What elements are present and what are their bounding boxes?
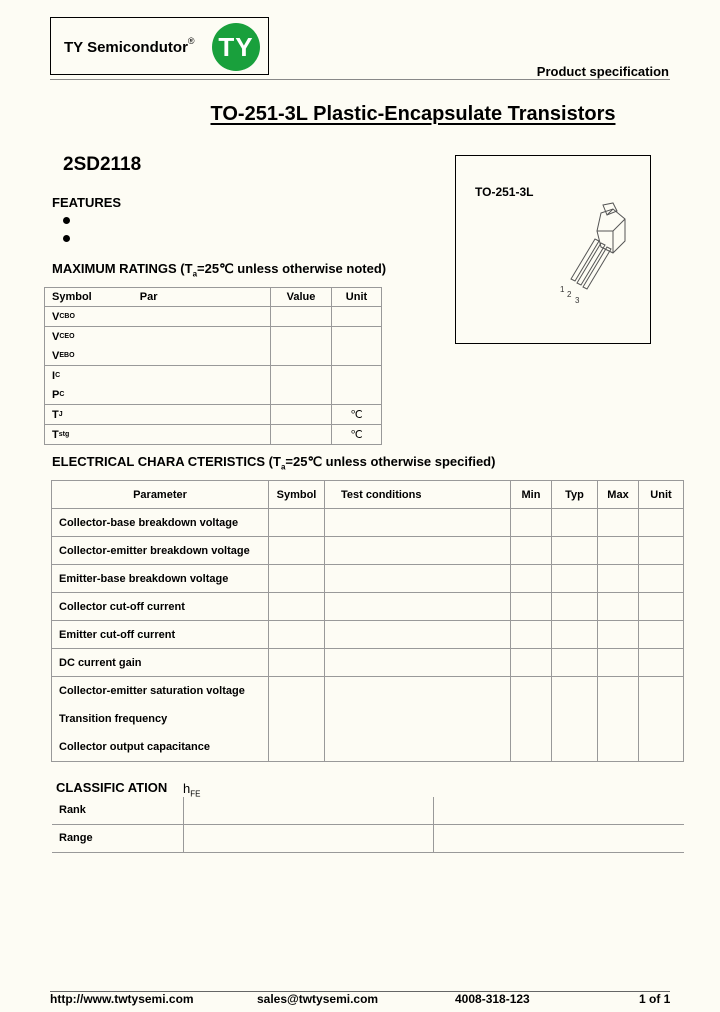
features-heading: FEATURES xyxy=(52,195,122,210)
table-row: Collector-base breakdown voltage xyxy=(52,509,684,537)
footer-phone: 4008-318-123 xyxy=(455,992,530,1006)
table-row: Collector-emitter breakdown voltage xyxy=(52,537,684,565)
company-logo-box xyxy=(50,17,269,75)
header-value: Value xyxy=(271,288,332,307)
transistor-package-icon xyxy=(551,201,631,311)
classification-heading: CLASSIFIC ATION xyxy=(56,780,168,795)
pin-3-label: 3 xyxy=(575,296,580,305)
pin-2-label: 2 xyxy=(567,290,572,299)
table-row: Rank xyxy=(52,797,684,824)
part-number: 2SD2118 xyxy=(63,154,142,175)
registered-mark: ® xyxy=(187,36,195,46)
max-ratings-heading: MAXIMUM RATINGS ($T_a=25℃$ unless otherwise noted) xyxy=(52,261,387,279)
feature-bullet-icon xyxy=(63,235,70,242)
header-unit: Unit xyxy=(332,288,382,307)
max-ratings-table xyxy=(44,287,382,445)
ty-logo-icon: TY xyxy=(212,23,260,71)
classification-table xyxy=(52,797,684,853)
footer-email-link[interactable]: sales@twtysemi.com xyxy=(257,992,379,1006)
table-row: Range xyxy=(52,824,684,852)
product-specification-label: Product specification xyxy=(536,64,669,79)
package-label: TO-251-3L xyxy=(475,185,534,199)
pin-1-label: 1 xyxy=(560,285,565,294)
electrical-characteristics-table xyxy=(51,480,684,762)
package-outline-box xyxy=(455,155,651,344)
table-row: DC current gain xyxy=(52,649,684,677)
hfe-label: $h_{FE}$ xyxy=(183,781,201,799)
table-row: Collector cut-off current xyxy=(52,593,684,621)
electrical-characteristics-heading: ELECTRICAL CHARA CTERISTICS ($T_a=25℃$ unless otherwise specified) xyxy=(52,454,496,472)
header-symbol-par: Symbol Par xyxy=(45,288,271,307)
header-divider xyxy=(50,79,670,80)
table-row: V CEO V EBO xyxy=(45,327,382,366)
feature-bullet-icon xyxy=(63,217,70,224)
table-row: Collector-emitter saturation voltage Transition frequency Collector output capacitance xyxy=(52,677,684,762)
table-row: T J ℃ xyxy=(45,405,382,425)
table-row: T stg ℃ xyxy=(45,425,382,445)
table-row: Emitter-base breakdown voltage xyxy=(52,565,684,593)
document-title: TO-251-3L Plastic-Encapsulate Transistors xyxy=(210,103,616,125)
table-header-row xyxy=(45,288,382,307)
footer-website-link[interactable]: http://www.twtysemi.com xyxy=(50,992,194,1006)
table-header-row: Parameter Symbol Test conditions Min Typ Max Unit xyxy=(52,481,684,509)
company-name: TY Semicondutor® xyxy=(64,36,195,56)
table-row: V CBO xyxy=(45,307,382,327)
table-row: I C P C xyxy=(45,366,382,405)
table-row: Emitter cut-off current xyxy=(52,621,684,649)
footer-page-number: 1 of 1 xyxy=(639,992,671,1006)
